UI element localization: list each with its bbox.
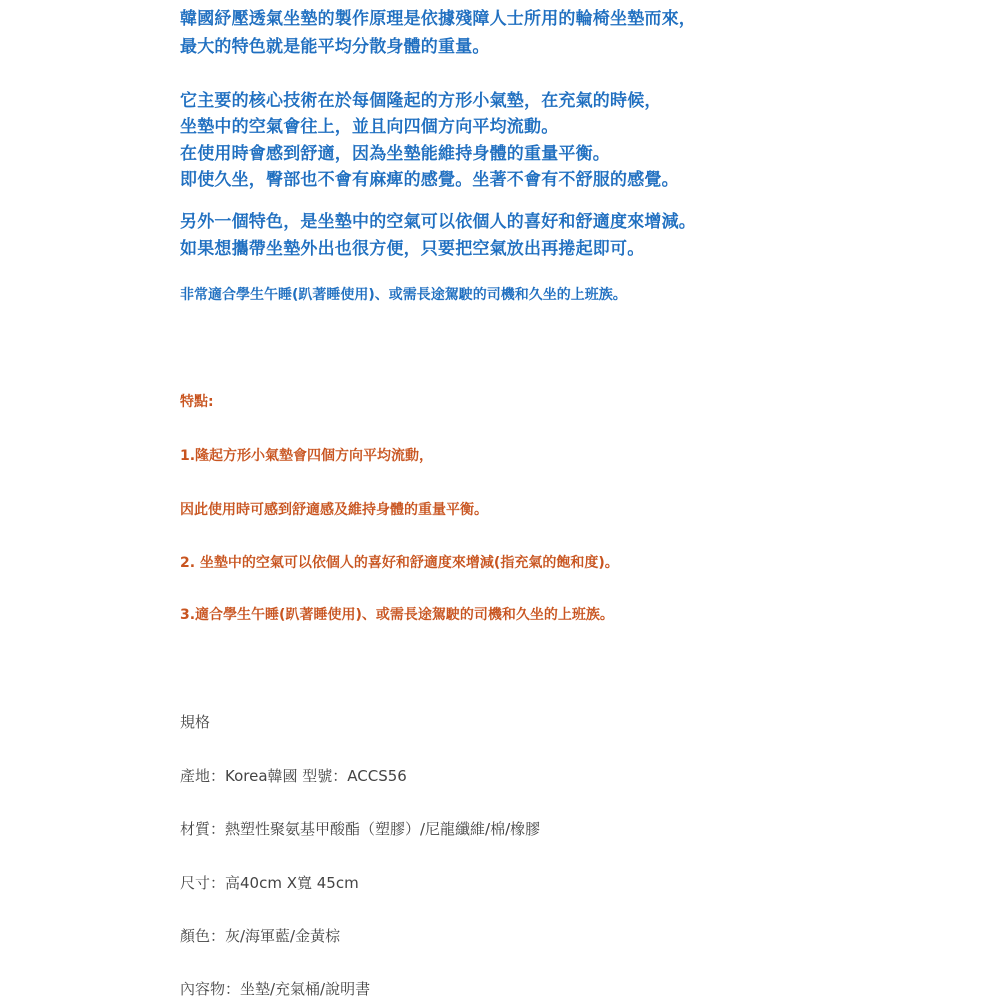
intro-line: 在使用時會感到舒適，因為坐墊能維持身體的重量平衡。 bbox=[180, 144, 610, 164]
feature-item: 3.適合學生午睡(趴著睡使用)、或需長途駕駛的司機和久坐的上班族。 bbox=[180, 607, 614, 623]
spec-material: 材質：熱塑性聚氨基甲酸酯（塑膠）/尼龍纖維/棉/橡膠 bbox=[180, 820, 541, 838]
spec-contents: 內容物：坐墊/充氣桶/說明書 bbox=[180, 980, 371, 998]
intro-line: 另外一個特色，是坐墊中的空氣可以依個人的喜好和舒適度來增減。 bbox=[180, 212, 696, 232]
features-heading: 特點: bbox=[180, 394, 214, 410]
feature-item: 2. 坐墊中的空氣可以依個人的喜好和舒適度來增減(指充氣的飽和度)。 bbox=[180, 555, 619, 571]
intro-line: 最大的特色就是能平均分散身體的重量。 bbox=[180, 37, 490, 57]
spec-colors: 顏色：灰/海軍藍/金黃棕 bbox=[180, 927, 341, 945]
feature-item: 1.隆起方形小氣墊會四個方向平均流動， bbox=[180, 448, 434, 464]
spec-size: 尺寸：高40cm X寬 45cm bbox=[180, 874, 359, 892]
intro-line: 即使久坐，臀部也不會有麻痺的感覺。坐著不會有不舒服的感覺。 bbox=[180, 170, 679, 190]
intro-line: 韓國紓壓透氣坐墊的製作原理是依據殘障人士所用的輪椅坐墊而來， bbox=[180, 9, 696, 29]
intro-line: 坐墊中的空氣會往上，並且向四個方向平均流動。 bbox=[180, 117, 559, 137]
intro-note: 非常適合學生午睡(趴著睡使用)、或需長途駕駛的司機和久坐的上班族。 bbox=[180, 287, 627, 303]
intro-line: 如果想攜帶坐墊外出也很方便，只要把空氣放出再捲起即可。 bbox=[180, 239, 645, 259]
intro-line: 它主要的核心技術在於每個隆起的方形小氣墊，在充氣的時候， bbox=[180, 91, 662, 111]
specs-heading: 規格 bbox=[180, 713, 211, 731]
feature-item: 因此使用時可感到舒適感及維持身體的重量平衡。 bbox=[180, 502, 488, 518]
spec-origin-model: 產地：Korea韓國 型號：ACCS56 bbox=[180, 767, 407, 785]
